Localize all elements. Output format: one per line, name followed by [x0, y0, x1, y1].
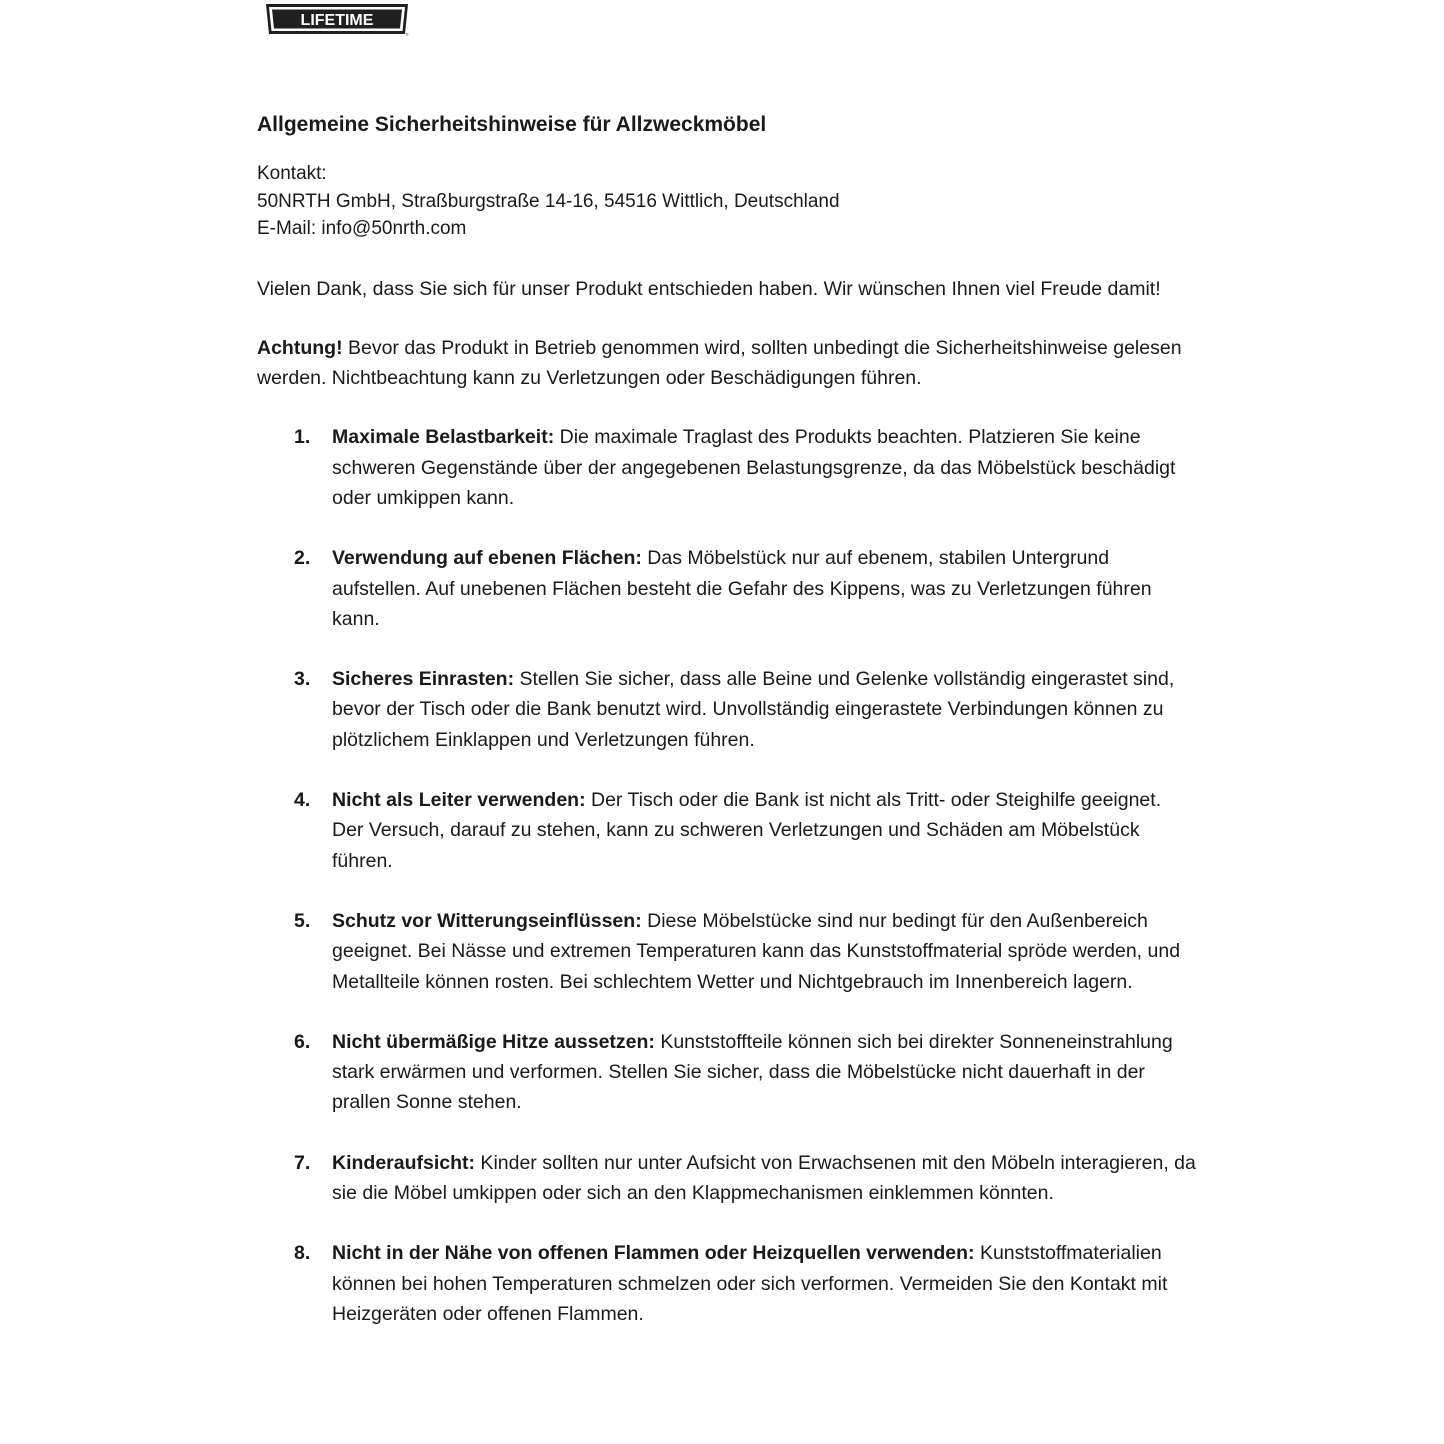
- item-text: Diese Möbelstücke sind nur bedingt für den Außenbereich geeignet. Bei Nässe und extremen Temperaturen kann das Kunststoffmaterial spröde werden, und Metallteile können rosten. Bei schlechtem Wetter und Nichtgebrauch im Innenbereich lagern.: [332, 909, 1181, 993]
- document: [257, 110, 1197, 1359]
- item-heading: Schutz vor Witterungseinflüssen:: [332, 909, 642, 932]
- item-text: Kunststoffmaterialien können bei hohen Temperaturen schmelzen oder sich verformen. Vermeiden Sie den Kontakt mit Heizgeräten oder offenen Flammen.: [332, 1242, 1168, 1325]
- warning-paragraph: [257, 333, 1197, 394]
- item-number: 6.: [294, 1030, 311, 1053]
- list-item: [257, 1148, 1197, 1209]
- thanks-paragraph: Vielen Dank, dass Sie sich für unser Produkt entschieden haben. Wir wünschen Ihnen viel Freude damit!: [257, 277, 1161, 300]
- list-item: [257, 1238, 1197, 1329]
- item-text: Das Möbelstück nur auf ebenem, stabilen Untergrund aufstellen. Auf unebenen Flächen besteht die Gefahr des Kippens, was zu Verletzungen führen kann.: [332, 547, 1152, 630]
- item-heading: Nicht übermäßige Hitze aussetzen:: [332, 1030, 655, 1053]
- contact-label: Kontakt:: [257, 163, 327, 184]
- item-text: Stellen Sie sicher, dass alle Beine und Gelenke vollständig eingerastet sind, bevor der Tisch oder die Bank benutzt wird. Unvollständig eingerastete Verbindungen können zu plötzlichem Einklappen und Verletzungen führen.: [332, 668, 1175, 751]
- list-item: [257, 1027, 1197, 1118]
- lifetime-logo: [264, 0, 410, 36]
- svg-text:LIFETIME: LIFETIME: [300, 12, 374, 29]
- item-heading: Nicht in der Nähe von offenen Flammen oder Heizquellen verwenden:: [332, 1242, 975, 1265]
- contact-block: [257, 160, 1197, 243]
- item-heading: Maximale Belastbarkeit:: [332, 426, 555, 449]
- list-item: [257, 906, 1197, 997]
- list-item: [257, 543, 1197, 634]
- item-text: Kunststoffteile können sich bei direkter Sonneneinstrahlung stark erwärmen und verformen. Stellen Sie sicher, dass die Möbelstücke nicht dauerhaft in der prallen Sonne stehen.: [332, 1030, 1173, 1114]
- item-number: 4.: [294, 789, 311, 812]
- item-text: Der Tisch oder die Bank ist nicht als Tritt- oder Steighilfe geeignet. Der Versuch, darauf zu stehen, kann zu schweren Verletzungen und Schäden am Möbelstück führen.: [332, 789, 1162, 872]
- item-number: 5.: [294, 909, 311, 932]
- contact-address: 50NRTH GmbH, Straßburgstraße 14-16, 54516 Wittlich, Deutschland: [257, 190, 840, 212]
- page-title: Allgemeine Sicherheitshinweise für Allzweckmöbel: [257, 113, 767, 136]
- item-heading: Verwendung auf ebenen Flächen:: [332, 547, 642, 570]
- warning-text: Bevor das Produkt in Betrieb genommen wird, sollten unbedingt die Sicherheitshinweise gelesen werden. Nichtbeachtung kann zu Verletzungen oder Beschädigungen führen.: [257, 336, 1182, 390]
- warning-label: Achtung!: [257, 336, 343, 359]
- list-item: [257, 422, 1197, 513]
- item-number: 8.: [294, 1242, 311, 1265]
- item-number: 3.: [294, 668, 311, 691]
- item-heading: Kinderaufsicht:: [332, 1151, 476, 1174]
- item-text: Die maximale Traglast des Produkts beachten. Platzieren Sie keine schweren Gegenstände über der angegebenen Belastungsgrenze, da das Möbelstück beschädigt oder umkippen kann.: [332, 426, 1176, 509]
- item-number: 1.: [294, 426, 311, 449]
- contact-email: E-Mail: info@50nrth.com: [257, 218, 467, 239]
- item-number: 7.: [294, 1151, 311, 1174]
- list-item: [257, 785, 1197, 876]
- item-number: 2.: [294, 547, 311, 570]
- list-item: [257, 664, 1197, 755]
- safety-list: [257, 422, 1197, 1329]
- item-heading: Nicht als Leiter verwenden:: [332, 789, 586, 812]
- item-text: Kinder sollten nur unter Aufsicht von Erwachsenen mit den Möbeln interagieren, da sie die Möbel umkippen oder sich an den Klappmechanismen einklemmen könnten.: [332, 1151, 1196, 1205]
- item-heading: Sicheres Einrasten:: [332, 668, 515, 691]
- svg-text:®: ®: [405, 32, 409, 36]
